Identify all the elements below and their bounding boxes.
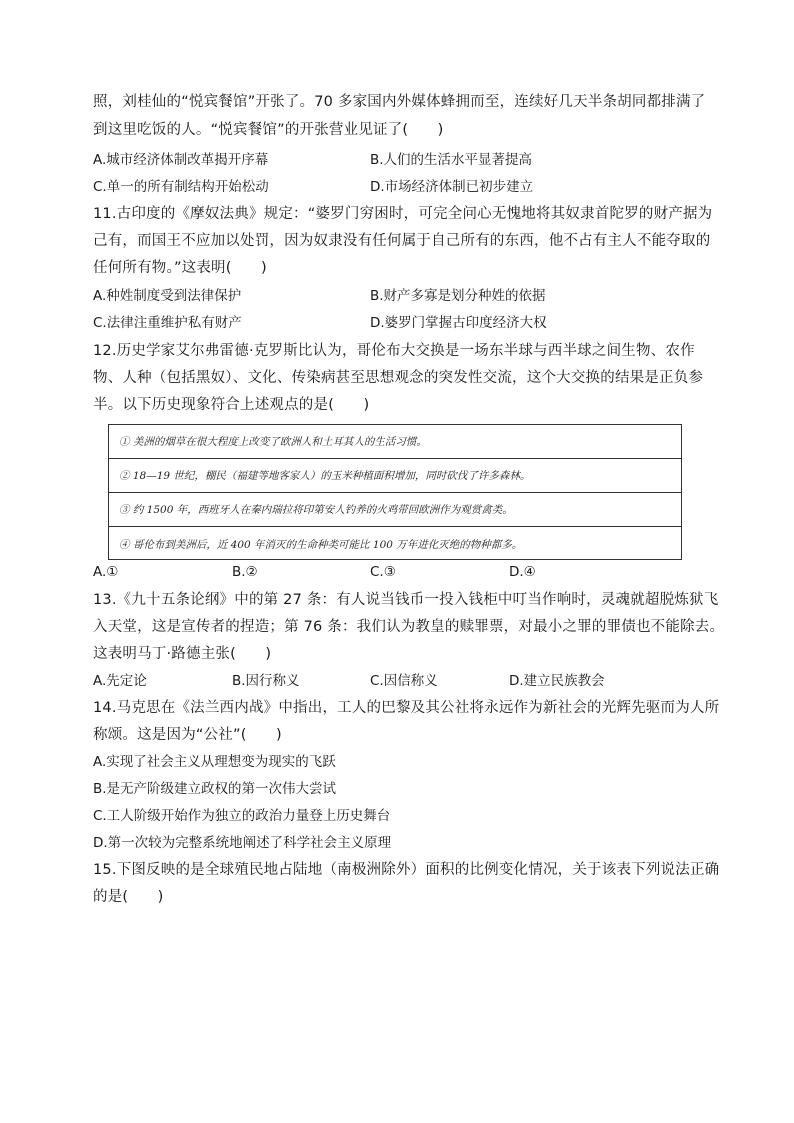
q11-option-b: B.财产多寡是划分种姓的依据 (370, 288, 546, 304)
table-row: ④ 哥伦布到美洲后，近 400 年消灭的生命种类可能比 100 万年进化灭绝的物种都多。 (119, 538, 523, 551)
q10-option-a: A.城市经济体制改革揭开序幕 (93, 152, 269, 168)
q12-option-d: D.④ (509, 564, 536, 580)
q13-option-c: C.因信称义 (370, 673, 438, 689)
q12-option-c: C.③ (370, 564, 396, 580)
q13-line-1: 13.《九十五条论纲》中的第 27 条：有人说当钱币一投入钱柜中叮当作响时，灵魂就超脱炼狱飞 (93, 592, 719, 608)
q10-option-c: C.单一的所有制结构开始松动 (93, 179, 269, 195)
q12-line-1: 12.历史学家艾尔弗雷德·克罗斯比认为，哥伦布大交换是一场东半球与西半球之间生物、农作 (93, 343, 695, 359)
q14-option-b: B.是无产阶级建立政权的第一次伟大尝试 (93, 781, 337, 797)
q11-option-a: A.种姓制度受到法律保护 (93, 288, 242, 304)
table-row: ① 美洲的烟草在很大程度上改变了欧洲人和土耳其人的生活习惯。 (109, 425, 681, 459)
q13-line-3: 这表明马丁·路德主张( ) (93, 646, 272, 662)
table-row: ② 18—19 世纪，棚民（福建等地客家人）的玉米种植面积增加，同时砍伐了许多森林。 (109, 459, 681, 493)
q12-line-2: 物、人种（包括黑奴）、文化、传染病甚至思想观念的突发性交流，这个大交换的结果是正负参 (93, 370, 704, 386)
q10-option-b: B.人们的生活水平显著提高 (370, 152, 533, 168)
q12-option-a: A.① (93, 564, 119, 580)
q14-option-a: A.实现了社会主义从理想变为现实的飞跃 (93, 754, 336, 770)
q13-option-a: A.先定论 (93, 673, 147, 689)
q14-option-c: C.工人阶级开始作为独立的政治力量登上历史舞台 (93, 808, 391, 824)
q15-line-2: 的是( ) (93, 889, 164, 905)
q14-option-d: D.第一次较为完整系统地阐述了科学社会主义原理 (93, 835, 392, 851)
q10-line-1: 照，刘桂仙的“悦宾餐馆”开张了。70 多家国内外媒体蜂拥而至，连续好几天半条胡同都排满了 (93, 94, 706, 110)
q12-phenomena-table (108, 424, 682, 560)
q11-option-d: D.婆罗门掌握古印度经济大权 (370, 315, 547, 331)
q14-line-2: 称颂。这是因为“公社”( ) (93, 727, 282, 743)
q13-option-d: D.建立民族教会 (509, 673, 605, 689)
q12-line-3: 半。以下历史现象符合上述观点的是( ) (93, 397, 370, 413)
table-row: ③ 约 1500 年，西班牙人在秦内瑞拉将印第安人钓养的火鸡带回欧洲作为观赏禽类。 (109, 493, 681, 527)
q14-line-1: 14.马克思在《法兰西内战》中指出，工人的巴黎及其公社将永远作为新社会的光辉先驱而为人所 (93, 700, 720, 716)
q10-line-2: 到这里吃饭的人。“悦宾餐馆”的开张营业见证了( ) (93, 122, 444, 138)
q11-line-1: 11.古印度的《摩奴法典》规定：“婆罗门穷困时，可完全问心无愧地将其奴隶首陀罗的财产据为 (93, 206, 713, 222)
q13-line-2: 入天堂，这是宣传者的捏造；第 76 条：我们认为教皇的赎罪票，对最小之罪的罪债也不能除去。 (93, 619, 725, 635)
q10-option-d: D.市场经济体制已初步建立 (370, 179, 534, 195)
q13-option-b: B.因行称义 (232, 673, 300, 689)
q12-option-b: B.② (232, 564, 258, 580)
q11-line-2: 己有，而国王不应加以处罚，因为奴隶没有任何属于自己所有的东西，他不占有主人不能夺取的 (93, 233, 711, 249)
q11-option-c: C.法律注重维护私有财产 (93, 315, 242, 331)
q15-line-1: 15.下图反映的是全球殖民地占陆地（南极洲除外）面积的比例变化情况，关于该表下列说法正确 (93, 862, 720, 878)
q11-line-3: 任何所有物。”这表明( ) (93, 260, 267, 276)
